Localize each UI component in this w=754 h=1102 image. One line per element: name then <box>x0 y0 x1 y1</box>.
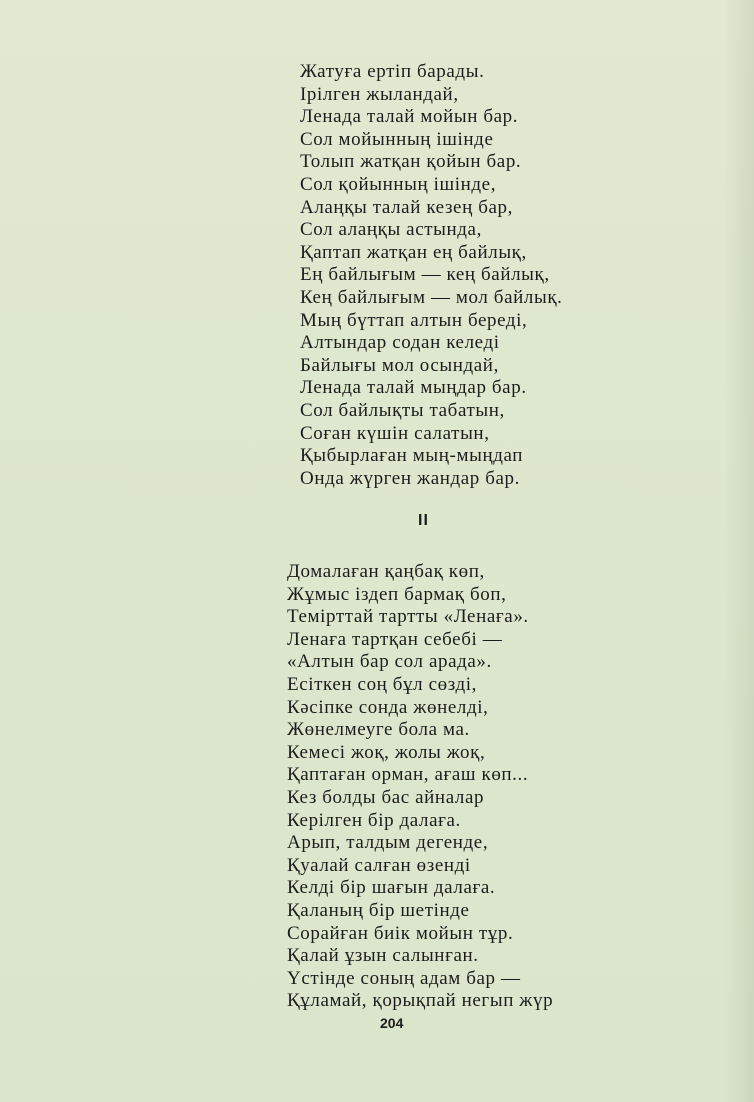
poem-line: Алаңқы талай кезең бар, <box>300 196 513 218</box>
poem-line: «Алтын бар сол арада». <box>287 651 492 673</box>
poem-line: Онда жүрген жандар бар. <box>300 467 520 489</box>
poem-stanza-2 <box>287 561 553 1013</box>
poem-line: Байлығы мол осындай, <box>300 354 499 376</box>
poem-line: Мың бүттап алтын береді, <box>300 309 528 331</box>
poem-line: Кез болды бас айналар <box>287 786 485 808</box>
poem-line: Сол байлықты табатын, <box>300 399 505 421</box>
poem-line: Сол қойынның ішінде, <box>300 173 497 195</box>
poem-line: Кемесі жоқ, жолы жоқ, <box>287 741 486 763</box>
poem-line: Жатуға ертіп барады. <box>300 61 485 82</box>
poem-line: Қалай ұзын салынған. <box>287 945 479 967</box>
poem-line: Үстінде соның адам бар — <box>287 967 521 989</box>
page-number: 204 <box>380 1015 404 1031</box>
poem-line: Алтындар содан келеді <box>300 332 500 354</box>
poem-line: Домалаған қаңбақ көп, <box>287 561 485 582</box>
poem-line: Ленада талай мыңдар бар. <box>300 377 527 399</box>
poem-line: Сол алаңқы астында, <box>300 219 482 241</box>
section-heading: II <box>418 512 429 529</box>
poem-line: Темірттай тартты «Ленаға». <box>287 606 529 628</box>
poem-line: Арып, талдым дегенде, <box>287 832 489 854</box>
poem-line: Ленаға тартқан себебі — <box>287 628 503 650</box>
poem-line: Толып жатқан қойын бар. <box>300 151 522 173</box>
poem-line: Сорайған биік мойын тұр. <box>287 922 514 944</box>
poem-line: Керілген бір далаға. <box>287 809 461 831</box>
poem-stanza-1 <box>300 61 563 490</box>
poem-line: Қуалай салған өзенді <box>287 854 471 876</box>
poem-line: Ленада талай мойын бар. <box>300 106 519 128</box>
poem-line: Жұмыс іздеп бармақ боп, <box>287 583 507 605</box>
poem-line: Қыбырлаған мың-мыңдап <box>300 445 524 467</box>
poem-line: Соған күшін салатын, <box>300 422 490 444</box>
poem-line: Кәсіпке сонда жөнелді, <box>287 696 489 718</box>
poem-line: Жөнелмеуге бола ма. <box>287 719 470 741</box>
page-spine-shadow <box>724 0 754 1102</box>
poem-line: Қаптап жатқан ең байлық, <box>300 241 527 263</box>
poem-line: Ең байлығым — кең байлық, <box>300 264 550 286</box>
poem-line: Қаланың бір шетінде <box>287 899 470 921</box>
poem-line: Есіткен соң бұл сөзді, <box>287 673 477 695</box>
poem-line: Қаптаған орман, ағаш көп... <box>287 764 529 786</box>
poem-line: Ірілген жыландай, <box>300 83 459 105</box>
poem-line: Құламай, қорықпай негып жүр <box>287 990 554 1012</box>
poem-line: Сол мойынның ішінде <box>300 128 494 150</box>
poem-line: Кең байлығым — мол байлық. <box>300 286 563 308</box>
poem-line: Келді бір шағын далаға. <box>287 877 496 899</box>
